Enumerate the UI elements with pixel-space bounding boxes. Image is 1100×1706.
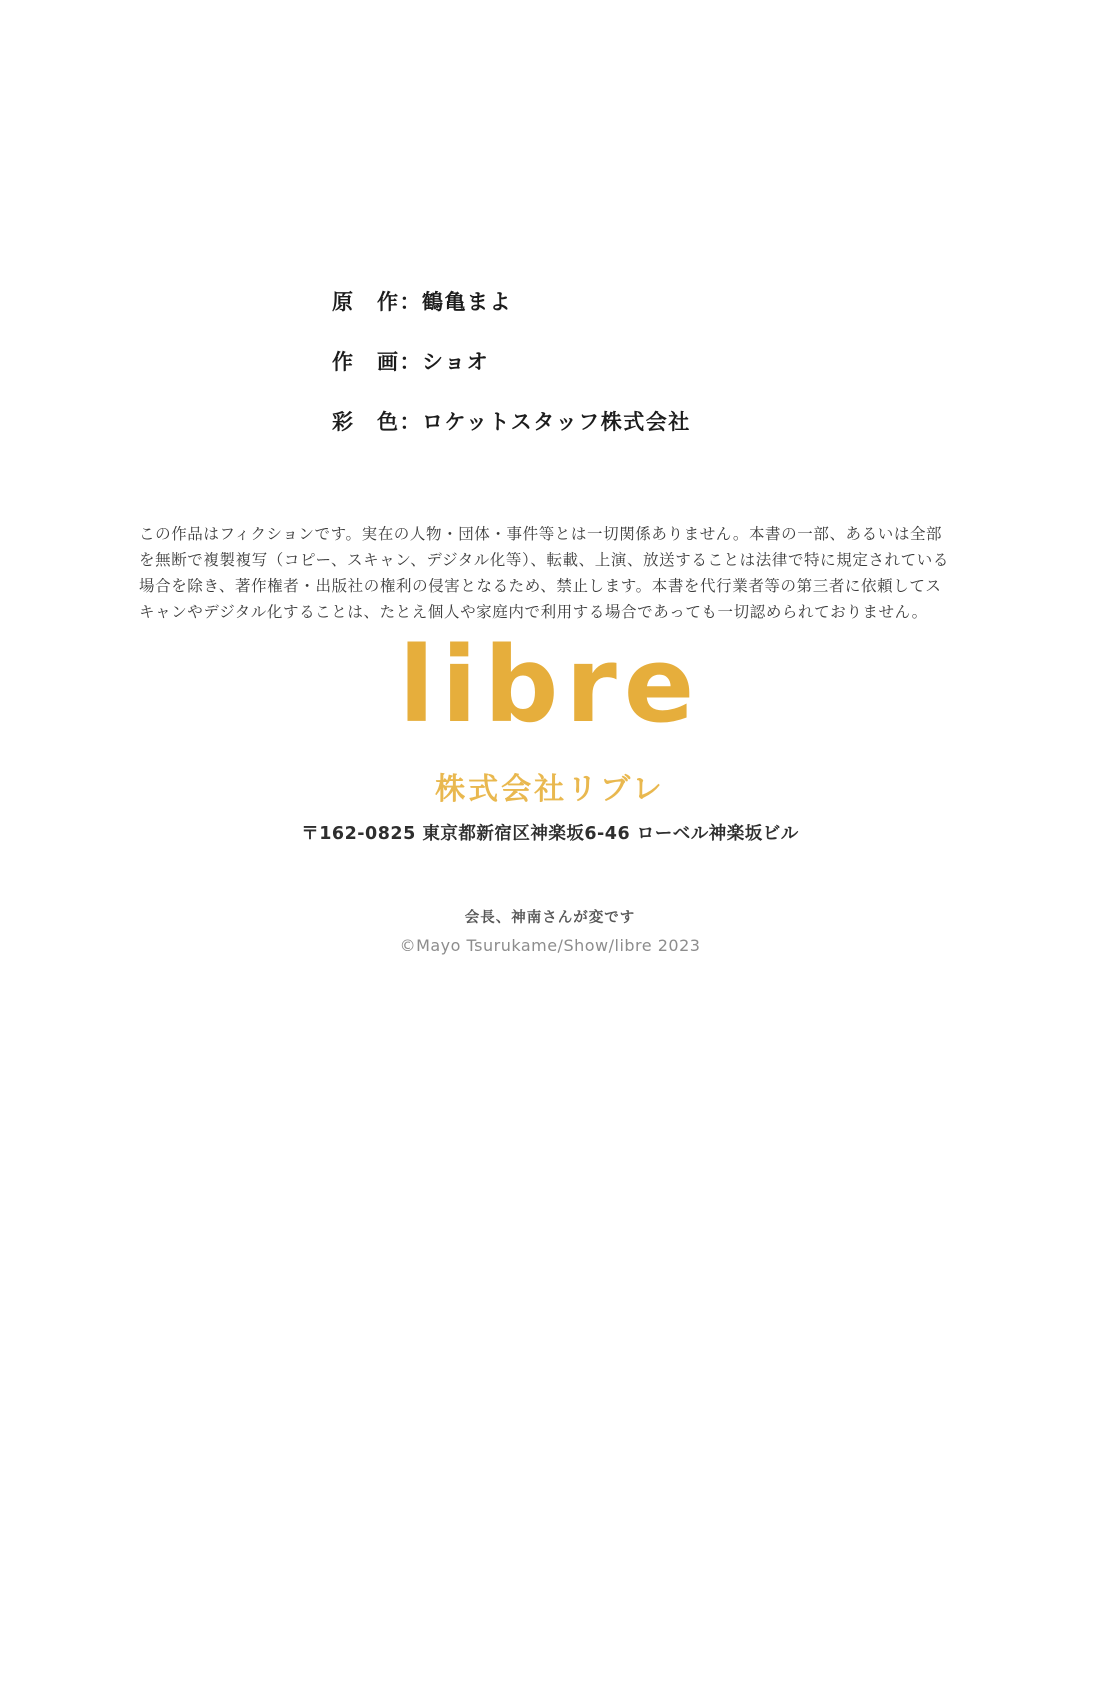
legal-disclaimer (139, 521, 969, 625)
disclaimer-line: を無断で複製複写（コピー、スキャン、デジタル化等）、転載、上演、放送することは法律で特に規定されている (139, 551, 949, 569)
disclaimer-line: 場合を除き、著作権者・出版社の権利の侵害となるため、禁止します。本書を代行業者等の第三者に依頼してス (139, 577, 942, 595)
publisher-address: 〒162-0825 東京都新宿区神楽坂6-46 ローベル神楽坂ビル (301, 824, 799, 844)
disclaimer-line: この作品はフィクションです。実在の人物・団体・事件等とは一切関係ありません。本書の一部、あるいは全部 (139, 525, 943, 543)
credit-original-author: 原 作：鶴亀まよ (332, 290, 512, 314)
book-title: 会長、神南さんが変です (464, 910, 636, 926)
libre-logo: libre (398, 624, 702, 746)
disclaimer-line: キャンやデジタル化することは、たとえ個人や家庭内で利用する場合であっても一切認められておりません。 (139, 603, 928, 621)
credit-colorist: 彩 色：ロケットスタッフ株式会社 (332, 410, 691, 434)
credits-block (332, 286, 691, 466)
credit-artist: 作 画：ショオ (332, 350, 490, 374)
publisher-company-name: 株式会社リブレ (435, 772, 665, 807)
copyright-line: ©Mayo Tsurukame/Show/libre 2023 (399, 936, 701, 955)
